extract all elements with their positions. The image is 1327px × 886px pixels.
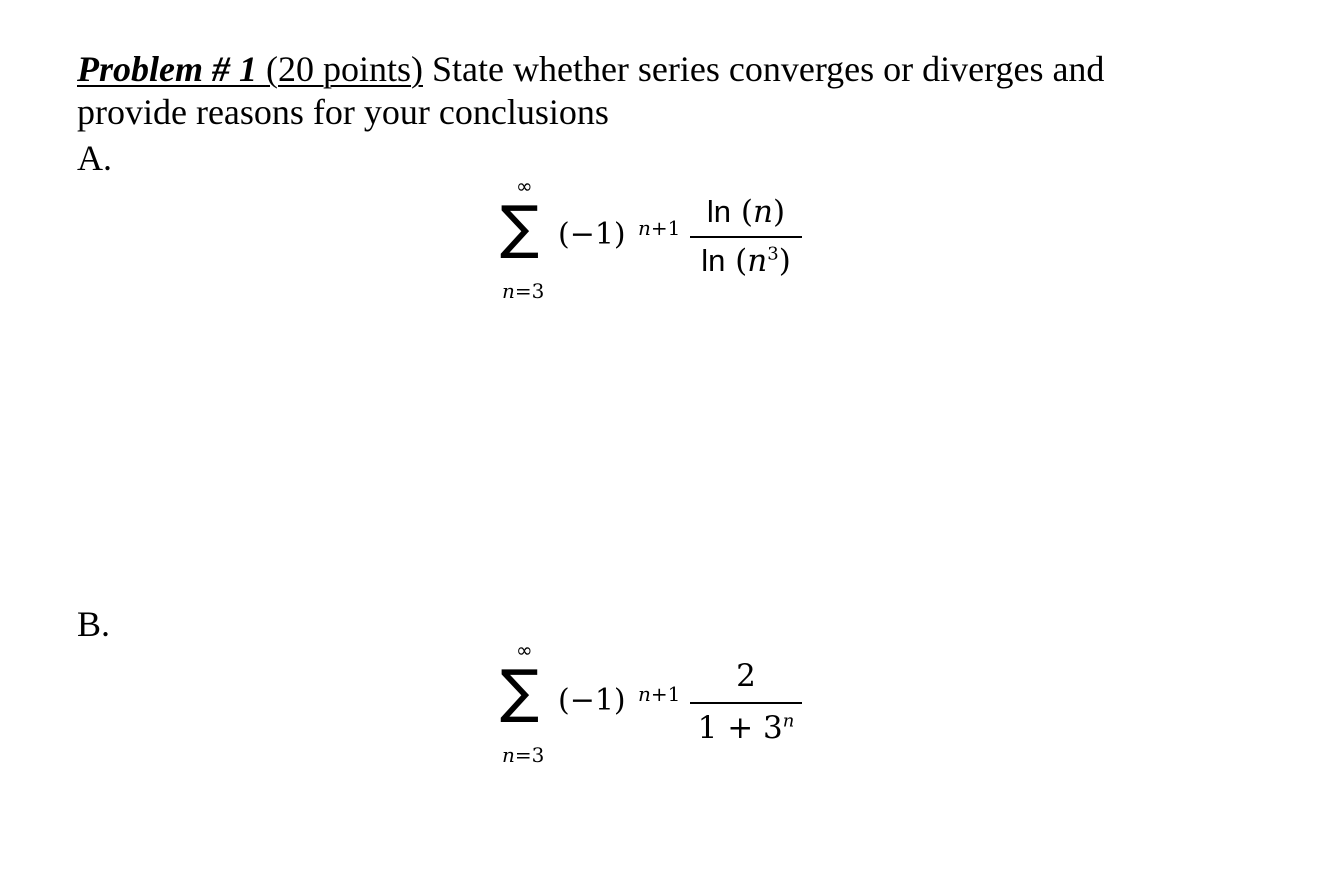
problem-statement-line-1 (77, 48, 1277, 91)
problem-statement-line-2: provide reasons for your conclusions (77, 92, 609, 132)
part-a-exponent-var: n (638, 216, 651, 240)
part-b-exponent-var: n (638, 682, 651, 706)
part-b-numerator: 2 (736, 658, 756, 694)
part-a-denominator-fn: ln (701, 243, 726, 278)
part-b-denominator-power: n (782, 710, 795, 732)
part-a-lower-value: =3 (514, 279, 545, 303)
part-a-denominator-power: 3 (767, 243, 779, 265)
part-a-numerator-close: ) (772, 194, 786, 230)
part-b-denominator-base: 1 + 3 (697, 710, 783, 746)
part-a-exponent-rest: +1 (650, 216, 681, 240)
part-b-lower-value: =3 (514, 743, 545, 767)
part-b-sigma: ∑ (500, 657, 540, 725)
part-a-exponent (638, 217, 680, 239)
part-a-upper-limit: ∞ (516, 174, 533, 198)
part-b-lower-index: n (502, 743, 515, 767)
part-a-series (500, 170, 820, 310)
part-a-lower-limit (502, 280, 544, 302)
part-b-upper-limit: ∞ (516, 638, 533, 662)
part-a-denominator-var: n (747, 243, 768, 279)
part-b-denominator (690, 710, 802, 746)
part-b-exponent-rest: +1 (650, 682, 681, 706)
part-b-alternating-term: (−1) (558, 683, 626, 718)
part-a-sigma: ∑ (500, 193, 540, 261)
part-a-numerator (690, 194, 802, 230)
problem-number: Problem # 1 (77, 49, 257, 89)
part-a-numerator-open: ( (731, 194, 753, 230)
problem-heading (77, 49, 423, 89)
part-b-fraction-bar (690, 702, 802, 704)
part-b-series (500, 634, 820, 774)
part-a-numerator-var: n (753, 194, 773, 230)
part-b-lower-limit (502, 744, 544, 766)
problem-instruction: State whether series converges or diverges and (431, 49, 1105, 89)
part-b-label: B. (77, 604, 111, 644)
part-b-exponent (638, 683, 680, 705)
part-a-alternating-term: (−1) (558, 217, 626, 252)
part-a-denominator-close: ) (778, 243, 791, 279)
problem-points: (20 points) (265, 49, 423, 89)
part-a-denominator (690, 243, 802, 279)
part-a-lower-index: n (502, 279, 515, 303)
part-a-numerator-fn: ln (706, 194, 732, 229)
part-a-denominator-open: ( (725, 243, 748, 279)
part-a-fraction-bar (690, 236, 802, 238)
part-a-label: A. (77, 138, 112, 178)
problem-statement (77, 48, 1277, 134)
